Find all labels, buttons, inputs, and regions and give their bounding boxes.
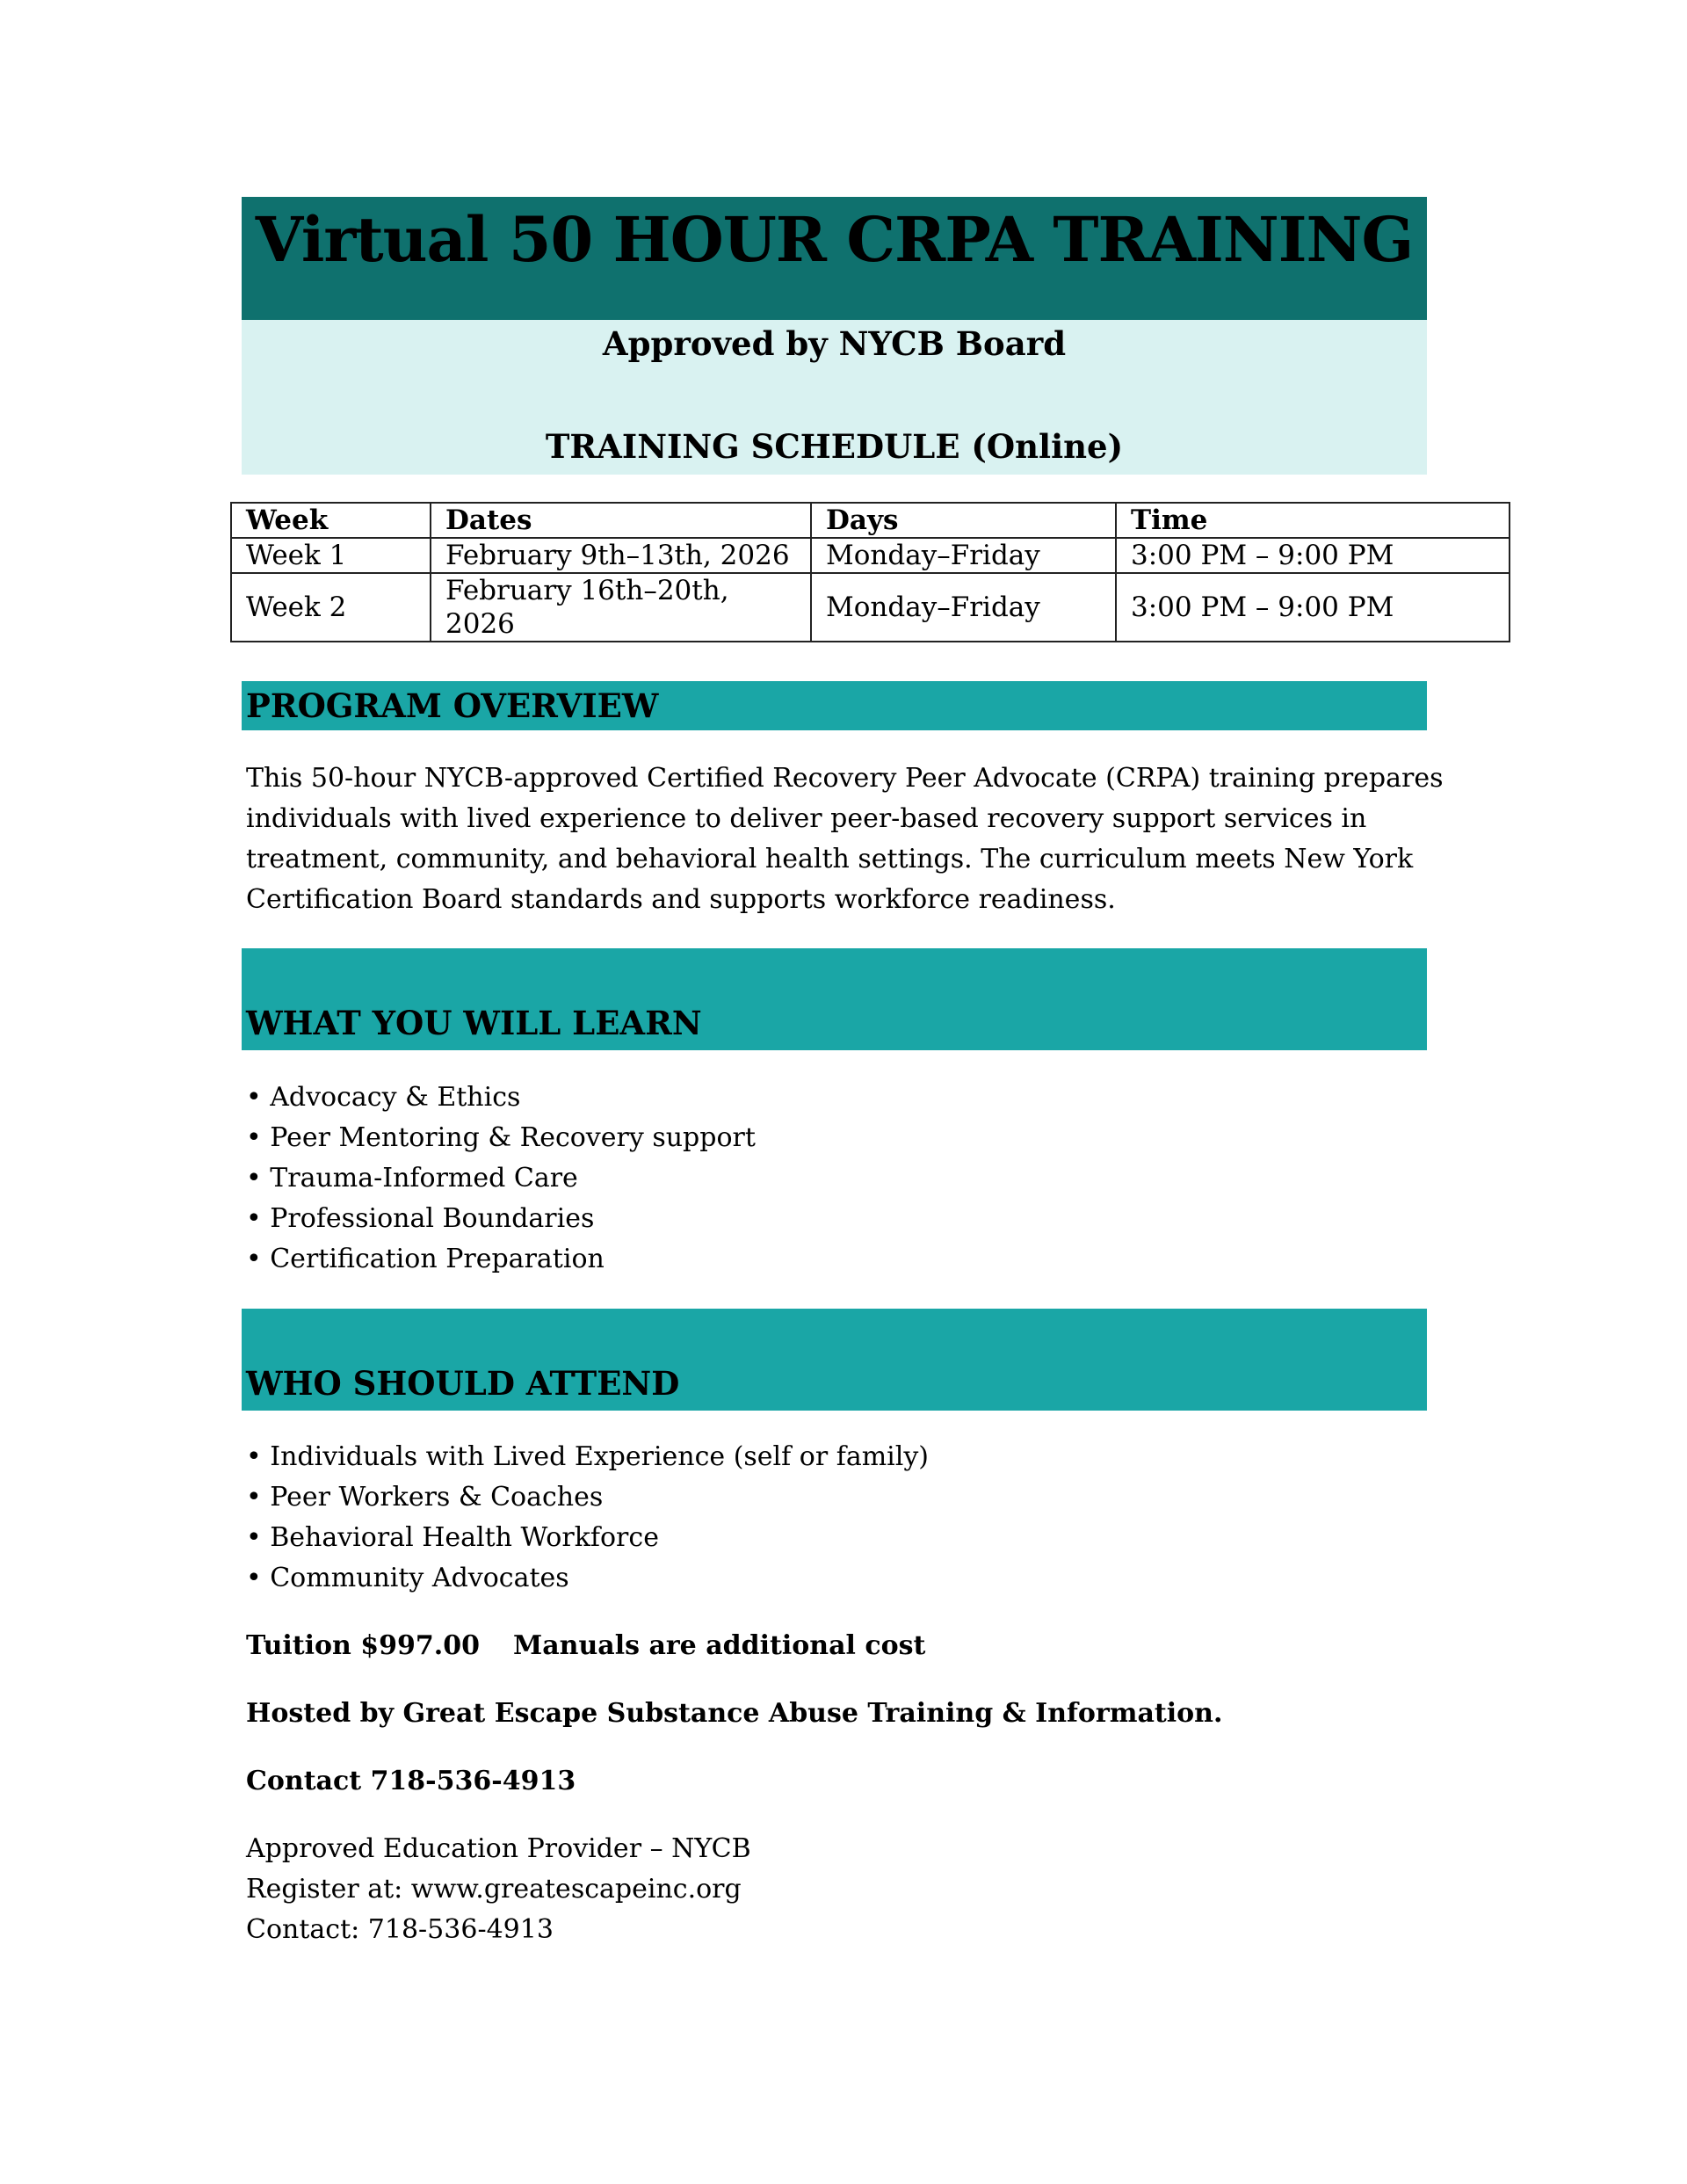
- overview-heading: PROGRAM OVERVIEW: [246, 686, 659, 725]
- tuition-line: [246, 1626, 1476, 1666]
- table-row: [231, 538, 1510, 573]
- column-header: Time: [1116, 503, 1510, 538]
- table-cell: Week 1: [231, 538, 431, 573]
- table-cell: 3:00 PM – 9:00 PM: [1116, 573, 1510, 642]
- attend-list: [246, 1437, 1476, 1599]
- page-title: Virtual 50 HOUR CRPA TRAINING: [255, 203, 1414, 276]
- table-header-row: [231, 503, 1510, 538]
- column-header: Week: [231, 503, 431, 538]
- manuals-note: Manuals are additional cost: [513, 1630, 926, 1661]
- learn-heading: WHAT YOU WILL LEARN: [246, 1004, 702, 1042]
- contact-line: Contact: 718-536-4913: [246, 1914, 554, 1945]
- schedule-title: TRAINING SCHEDULE (Online): [545, 427, 1124, 466]
- table-row: [231, 573, 1510, 642]
- register-line[interactable]: Register at: www.greatescapeinc.org: [246, 1874, 742, 1905]
- overview-line: Certification Board standards and supports workforce readiness.: [246, 884, 1116, 915]
- list-item: • Peer Workers & Coaches: [246, 1482, 604, 1513]
- tuition-price: Tuition $997.00: [246, 1630, 480, 1661]
- table-cell: February 16th–20th, 2026: [431, 573, 811, 642]
- list-item: • Trauma-Informed Care: [246, 1163, 578, 1194]
- column-header: Days: [811, 503, 1116, 538]
- schedule-table: [230, 502, 1510, 642]
- overview-line: This 50-hour NYCB-approved Certified Recovery Peer Advocate (CRPA) training prepares: [246, 763, 1444, 794]
- table-cell: February 9th–13th, 2026: [431, 538, 811, 573]
- list-item: • Peer Mentoring & Recovery support: [246, 1122, 756, 1153]
- list-item: • Community Advocates: [246, 1563, 569, 1593]
- provider-line: Approved Education Provider – NYCB: [246, 1833, 751, 1864]
- overview-paragraph: [246, 758, 1476, 920]
- list-item: • Professional Boundaries: [246, 1203, 595, 1234]
- list-item: • Behavioral Health Workforce: [246, 1522, 659, 1553]
- column-header: Dates: [431, 503, 811, 538]
- approval-note: Approved by NYCB Board: [602, 324, 1067, 363]
- table-cell: Week 2: [231, 573, 431, 642]
- table-cell: Monday–Friday: [811, 538, 1116, 573]
- table-cell: 3:00 PM – 9:00 PM: [1116, 538, 1510, 573]
- overview-line: treatment, community, and behavioral health settings. The curriculum meets New York: [246, 844, 1414, 874]
- list-item: • Advocacy & Ethics: [246, 1082, 521, 1113]
- attend-heading: WHO SHOULD ATTEND: [246, 1364, 680, 1403]
- host-line: Hosted by Great Escape Substance Abuse Training & Information.: [246, 1698, 1223, 1729]
- list-item: • Certification Preparation: [246, 1244, 605, 1274]
- overview-line: individuals with lived experience to deliver peer-based recovery support services in: [246, 803, 1367, 834]
- table-cell: Monday–Friday: [811, 573, 1116, 642]
- learn-list: [246, 1077, 1476, 1280]
- contact-bold: Contact 718-536-4913: [246, 1766, 576, 1796]
- list-item: • Individuals with Lived Experience (self or family): [246, 1441, 930, 1472]
